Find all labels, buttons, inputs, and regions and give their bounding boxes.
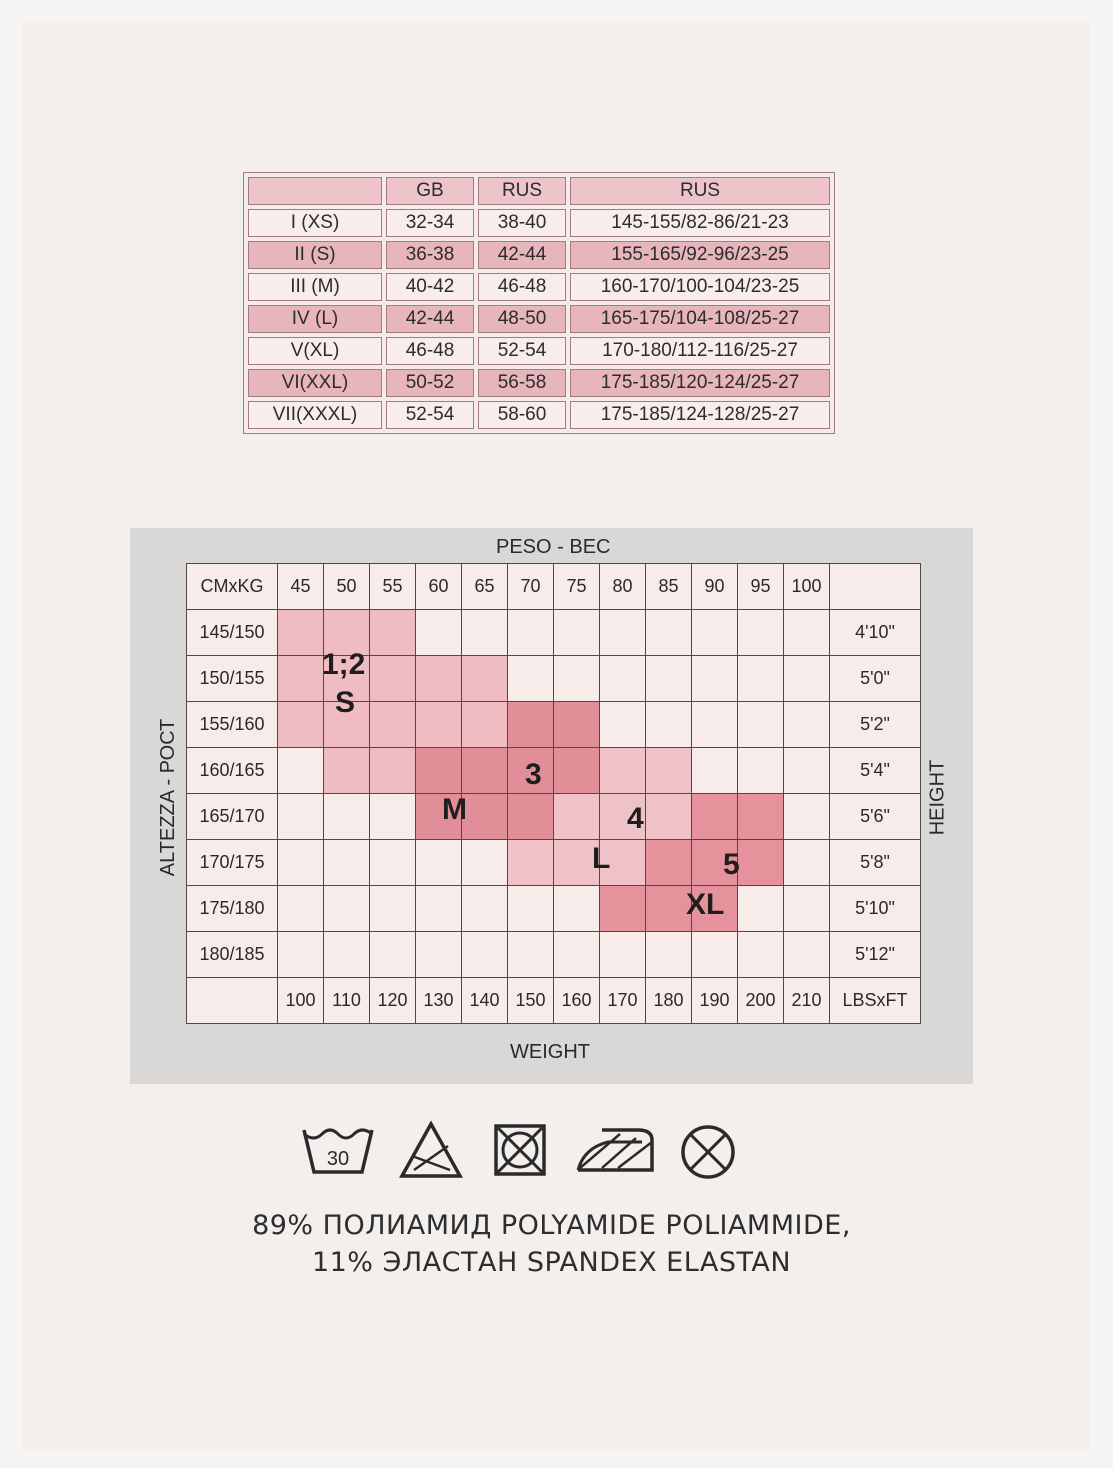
grid-ft-tick: 4'10" bbox=[830, 610, 921, 656]
size-table-cell: VII(XXXL) bbox=[248, 401, 382, 429]
grid-cell bbox=[462, 932, 508, 978]
grid-lbs-tick: 100 bbox=[278, 978, 324, 1024]
grid-cell bbox=[600, 932, 646, 978]
grid-lbs-tick: 120 bbox=[370, 978, 416, 1024]
grid-cell bbox=[416, 656, 462, 702]
grid-height-row bbox=[187, 610, 921, 656]
size-table-cell: 42-44 bbox=[478, 241, 566, 269]
grid-lbs-tick: 110 bbox=[324, 978, 370, 1024]
height-ft-title: HEIGHT bbox=[926, 759, 949, 836]
grid-cell bbox=[278, 794, 324, 840]
wash-30-icon bbox=[300, 1120, 376, 1180]
grid-cell bbox=[692, 656, 738, 702]
grid-cell bbox=[508, 656, 554, 702]
grid-cell bbox=[600, 610, 646, 656]
grid-cell bbox=[370, 932, 416, 978]
grid-cell bbox=[600, 702, 646, 748]
size-table-cell: 32-34 bbox=[386, 209, 474, 237]
grid-cell bbox=[370, 794, 416, 840]
grid-height-row bbox=[187, 794, 921, 840]
grid-cell bbox=[508, 932, 554, 978]
size-table-cell: 52-54 bbox=[478, 337, 566, 365]
grid-cell bbox=[600, 656, 646, 702]
size-table-cell: GB bbox=[386, 177, 474, 205]
grid-lbs-tick: 170 bbox=[600, 978, 646, 1024]
grid-height-row bbox=[187, 702, 921, 748]
zone-xl-number: 5 bbox=[723, 848, 740, 881]
grid-cell bbox=[324, 840, 370, 886]
grid-cell bbox=[370, 610, 416, 656]
grid-cell bbox=[738, 932, 784, 978]
zone-s-number: 1;2 bbox=[322, 648, 366, 681]
size-table-row bbox=[248, 401, 830, 429]
grid-cell bbox=[370, 656, 416, 702]
grid-cell bbox=[370, 886, 416, 932]
size-table-cell: 50-52 bbox=[386, 369, 474, 397]
grid-cell bbox=[370, 840, 416, 886]
size-table-row bbox=[248, 209, 830, 237]
grid-cell bbox=[462, 610, 508, 656]
grid-cell bbox=[738, 794, 784, 840]
size-table-row bbox=[248, 369, 830, 397]
zone-m-letter: M bbox=[442, 793, 467, 826]
grid-cm-tick: 155/160 bbox=[187, 702, 278, 748]
grid-lbs-row bbox=[187, 978, 921, 1024]
grid-cell bbox=[646, 840, 692, 886]
grid-cell bbox=[738, 610, 784, 656]
grid-cell bbox=[416, 840, 462, 886]
grid-cell bbox=[738, 840, 784, 886]
grid-kg-tick: 90 bbox=[692, 564, 738, 610]
grid-cell bbox=[416, 702, 462, 748]
grid-cell bbox=[646, 610, 692, 656]
grid-kg-tick: 50 bbox=[324, 564, 370, 610]
grid-cell bbox=[738, 656, 784, 702]
zone-l-number: 4 bbox=[627, 802, 644, 835]
grid-lbs-tick: 180 bbox=[646, 978, 692, 1024]
size-table-cell: IV (L) bbox=[248, 305, 382, 333]
zone-xl-letter: XL bbox=[686, 888, 725, 921]
grid-cell bbox=[278, 702, 324, 748]
grid-cell bbox=[416, 886, 462, 932]
grid-cell bbox=[692, 932, 738, 978]
grid-kg-tick: 80 bbox=[600, 564, 646, 610]
grid-ft-tick: 5'12" bbox=[830, 932, 921, 978]
grid-kg-tick: 100 bbox=[784, 564, 830, 610]
grid-cm-tick: 165/170 bbox=[187, 794, 278, 840]
grid-cell bbox=[646, 748, 692, 794]
grid-cell bbox=[278, 656, 324, 702]
grid-cell bbox=[324, 748, 370, 794]
grid-cell bbox=[278, 610, 324, 656]
grid-lbs-tick: 140 bbox=[462, 978, 508, 1024]
grid-lbs-tick: 150 bbox=[508, 978, 554, 1024]
grid-cell bbox=[508, 702, 554, 748]
grid-cell bbox=[462, 702, 508, 748]
size-table-cell: 175-185/120-124/25-27 bbox=[570, 369, 830, 397]
grid-ft-tick: 5'2" bbox=[830, 702, 921, 748]
grid-cell bbox=[692, 794, 738, 840]
grid-cell bbox=[462, 748, 508, 794]
composition-line-2: 11% ЭЛАСТАН SPANDEX ELASTAN bbox=[311, 1247, 792, 1278]
grid-cm-tick: 180/185 bbox=[187, 932, 278, 978]
bleach-allowed-icon bbox=[398, 1120, 464, 1182]
grid-height-row bbox=[187, 840, 921, 886]
svg-text:30: 30 bbox=[326, 1148, 350, 1170]
grid-kg-tick: 95 bbox=[738, 564, 784, 610]
size-table-cell: 48-50 bbox=[478, 305, 566, 333]
grid-cell bbox=[600, 886, 646, 932]
grid-cell bbox=[784, 702, 830, 748]
grid-cm-tick: 160/165 bbox=[187, 748, 278, 794]
grid-cell bbox=[324, 932, 370, 978]
size-table-cell: 58-60 bbox=[478, 401, 566, 429]
size-table-cell: RUS bbox=[570, 177, 830, 205]
size-table-cell: 56-58 bbox=[478, 369, 566, 397]
grid-cell bbox=[554, 610, 600, 656]
grid-cell bbox=[462, 794, 508, 840]
size-table-row bbox=[248, 337, 830, 365]
grid-cell bbox=[692, 702, 738, 748]
grid-cell bbox=[416, 610, 462, 656]
grid-cell bbox=[508, 886, 554, 932]
zone-m-number: 3 bbox=[525, 758, 542, 791]
grid-cm-tick: 175/180 bbox=[187, 886, 278, 932]
grid-cell bbox=[784, 748, 830, 794]
size-table-cell: 160-170/100-104/23-25 bbox=[570, 273, 830, 301]
size-table-cell: 165-175/104-108/25-27 bbox=[570, 305, 830, 333]
size-table-cell: RUS bbox=[478, 177, 566, 205]
grid-cell bbox=[462, 840, 508, 886]
zone-s-letter: S bbox=[335, 686, 356, 719]
size-table-cell: 155-165/92-96/23-25 bbox=[570, 241, 830, 269]
zone-l-letter: L bbox=[592, 842, 611, 875]
grid-cell bbox=[554, 886, 600, 932]
grid-cell bbox=[738, 748, 784, 794]
grid-cell bbox=[784, 840, 830, 886]
grid-cell bbox=[692, 748, 738, 794]
grid-cell bbox=[508, 610, 554, 656]
grid-cell bbox=[370, 702, 416, 748]
grid-kg-tick: 60 bbox=[416, 564, 462, 610]
size-table-cell: 175-185/124-128/25-27 bbox=[570, 401, 830, 429]
grid-kg-tick: 70 bbox=[508, 564, 554, 610]
grid-cell bbox=[784, 794, 830, 840]
grid-empty-cell bbox=[187, 978, 278, 1024]
grid-cell bbox=[462, 656, 508, 702]
grid-cell bbox=[416, 748, 462, 794]
grid-cell bbox=[600, 748, 646, 794]
grid-cell bbox=[278, 886, 324, 932]
grid-cell bbox=[508, 840, 554, 886]
no-dry-clean-icon bbox=[676, 1120, 740, 1184]
size-table-cell: V(XL) bbox=[248, 337, 382, 365]
care-icons bbox=[300, 1120, 730, 1190]
grid-height-row bbox=[187, 748, 921, 794]
grid-ft-tick: 5'10" bbox=[830, 886, 921, 932]
size-table-cell: 170-180/112-116/25-27 bbox=[570, 337, 830, 365]
grid-ft-tick: 5'0" bbox=[830, 656, 921, 702]
size-table-cell: 42-44 bbox=[386, 305, 474, 333]
size-table-cell: 36-38 bbox=[386, 241, 474, 269]
grid-lbs-tick: 200 bbox=[738, 978, 784, 1024]
grid-height-row bbox=[187, 886, 921, 932]
grid-kg-row bbox=[187, 564, 921, 610]
grid-cell bbox=[646, 656, 692, 702]
grid-ft-tick: 5'4" bbox=[830, 748, 921, 794]
grid-kg-tick: 55 bbox=[370, 564, 416, 610]
grid-kg-tick: 75 bbox=[554, 564, 600, 610]
grid-cell bbox=[784, 932, 830, 978]
grid-corner-lbsxft: LBSxFT bbox=[830, 978, 921, 1024]
weight-lbs-title: WEIGHT bbox=[510, 1041, 590, 1063]
grid-cell bbox=[784, 610, 830, 656]
size-table-row bbox=[248, 305, 830, 333]
grid-cell bbox=[278, 932, 324, 978]
grid-kg-tick: 65 bbox=[462, 564, 508, 610]
grid-cell bbox=[692, 610, 738, 656]
grid-cell bbox=[370, 748, 416, 794]
size-table-cell: 52-54 bbox=[386, 401, 474, 429]
grid-lbs-tick: 160 bbox=[554, 978, 600, 1024]
height-cm-title: ALTEZZA - РОСТ bbox=[157, 718, 180, 877]
grid-cell bbox=[324, 794, 370, 840]
size-table-cell: II (S) bbox=[248, 241, 382, 269]
grid-cell bbox=[738, 886, 784, 932]
size-table-cell: 46-48 bbox=[478, 273, 566, 301]
size-table-cell: III (M) bbox=[248, 273, 382, 301]
size-grid bbox=[186, 563, 921, 1024]
size-table-cell: VI(XXL) bbox=[248, 369, 382, 397]
grid-cell bbox=[646, 702, 692, 748]
grid-lbs-tick: 190 bbox=[692, 978, 738, 1024]
grid-cm-tick: 150/155 bbox=[187, 656, 278, 702]
grid-ft-tick: 5'6" bbox=[830, 794, 921, 840]
size-table-row bbox=[248, 273, 830, 301]
weight-kg-title: PESO - ВЕС bbox=[496, 536, 611, 558]
grid-height-row bbox=[187, 656, 921, 702]
grid-cell bbox=[278, 840, 324, 886]
grid-cell bbox=[278, 748, 324, 794]
grid-corner-cmxkg: CMxKG bbox=[187, 564, 278, 610]
grid-ft-tick: 5'8" bbox=[830, 840, 921, 886]
grid-cm-tick: 145/150 bbox=[187, 610, 278, 656]
grid-cell bbox=[554, 702, 600, 748]
grid-kg-tick: 85 bbox=[646, 564, 692, 610]
grid-cell bbox=[554, 932, 600, 978]
grid-cell bbox=[646, 886, 692, 932]
composition-line-1: 89% ПОЛИАМИД POLYAMIDE POLIAMMIDE, bbox=[252, 1210, 851, 1241]
size-table-header bbox=[248, 177, 830, 205]
size-table-cell: 38-40 bbox=[478, 209, 566, 237]
grid-cell bbox=[554, 748, 600, 794]
grid-cell bbox=[324, 886, 370, 932]
iron-low-icon bbox=[572, 1120, 658, 1176]
grid-empty-cell bbox=[830, 564, 921, 610]
size-table-row bbox=[248, 241, 830, 269]
grid-cell bbox=[738, 702, 784, 748]
grid-cell bbox=[784, 886, 830, 932]
grid-cell bbox=[646, 932, 692, 978]
size-table-cell: I (XS) bbox=[248, 209, 382, 237]
size-conversion-table bbox=[243, 172, 835, 434]
grid-lbs-tick: 210 bbox=[784, 978, 830, 1024]
grid-cm-tick: 170/175 bbox=[187, 840, 278, 886]
grid-cell bbox=[416, 932, 462, 978]
size-table-cell: 145-155/82-86/21-23 bbox=[570, 209, 830, 237]
grid-height-row bbox=[187, 932, 921, 978]
grid-cell bbox=[508, 794, 554, 840]
grid-cell bbox=[646, 794, 692, 840]
size-table-cell: 46-48 bbox=[386, 337, 474, 365]
size-table-cell bbox=[248, 177, 382, 205]
grid-cell bbox=[784, 656, 830, 702]
grid-kg-tick: 45 bbox=[278, 564, 324, 610]
size-table-cell: 40-42 bbox=[386, 273, 474, 301]
grid-cell bbox=[554, 794, 600, 840]
no-tumble-dry-icon bbox=[490, 1120, 550, 1180]
grid-cell bbox=[554, 656, 600, 702]
grid-cell bbox=[462, 886, 508, 932]
grid-lbs-tick: 130 bbox=[416, 978, 462, 1024]
